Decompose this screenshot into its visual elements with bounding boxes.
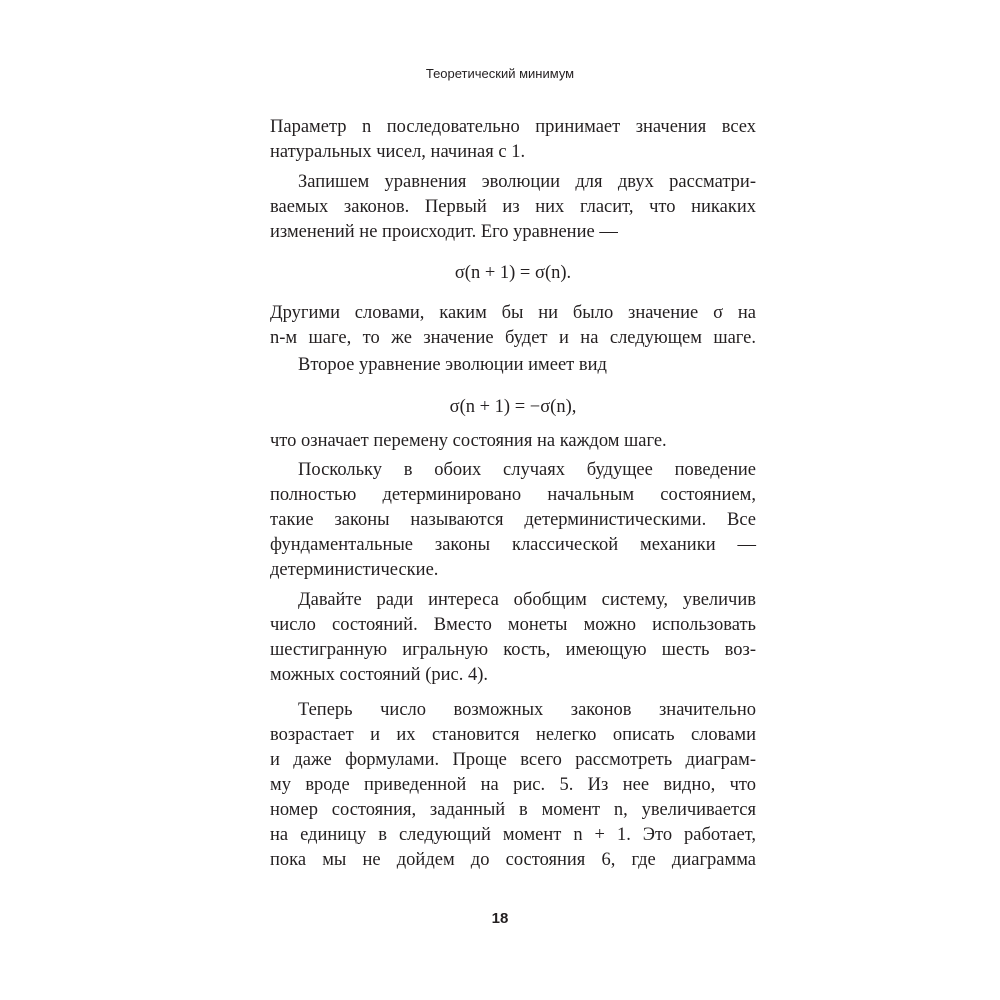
equation: σ(n + 1) = σ(n). — [454, 263, 572, 283]
text-line: можных состояний (рис. 4). — [270, 665, 488, 685]
text-line: Второе уравнение эволюции имеет вид — [298, 355, 607, 375]
text-line: Другими словами, каким бы ни было значение σ на — [270, 303, 756, 323]
text-line: пока мы не дойдем до состояния 6, где диаграмма — [270, 850, 756, 870]
text-line: Поскольку в обоих случаях будущее поведение — [298, 460, 756, 480]
text-line: номер состояния, заданный в момент n, увеличивается — [270, 800, 756, 820]
text-line: детерминистические. — [270, 560, 439, 580]
text-line: Давайте ради интереса обобщим систему, увеличив — [298, 590, 756, 610]
text-line: число состояний. Вместо монеты можно использовать — [270, 615, 756, 635]
text-line: изменений не происходит. Его уравнение — — [270, 222, 618, 242]
text-line: му вроде приведенной на рис. 5. Из нее видно, что — [270, 775, 756, 795]
text-line: такие законы называются детерминистическими. Все — [270, 510, 756, 530]
page-number: 18 — [491, 910, 509, 927]
text-line: Параметр n последовательно принимает значения всех — [270, 117, 756, 137]
text-line: шестигранную игральную кость, имеющую шесть воз- — [270, 640, 756, 660]
text-line: ваемых законов. Первый из них гласит, что никаких — [270, 197, 756, 217]
running-header: Теоретический минимум — [425, 66, 575, 81]
text-line: Запишем уравнения эволюции для двух рассматри- — [298, 172, 756, 192]
text-line: возрастает и их становится нелегко описать словами — [270, 725, 756, 745]
text-line: n-м шаге, то же значение будет и на следующем шаге. — [270, 328, 756, 348]
text-line: Теперь число возможных законов значительно — [298, 700, 756, 720]
text-line: натуральных чисел, начиная с 1. — [270, 142, 526, 162]
equation: σ(n + 1) = −σ(n), — [449, 397, 577, 417]
text-line: что означает перемену состояния на каждом шаге. — [270, 431, 667, 451]
text-line: полностью детерминировано начальным состоянием, — [270, 485, 756, 505]
text-line: на единицу в следующий момент n + 1. Это работает, — [270, 825, 756, 845]
text-line: фундаментальные законы классической механики — — [270, 535, 756, 555]
text-line: и даже формулами. Проще всего рассмотреть диаграм- — [270, 750, 756, 770]
